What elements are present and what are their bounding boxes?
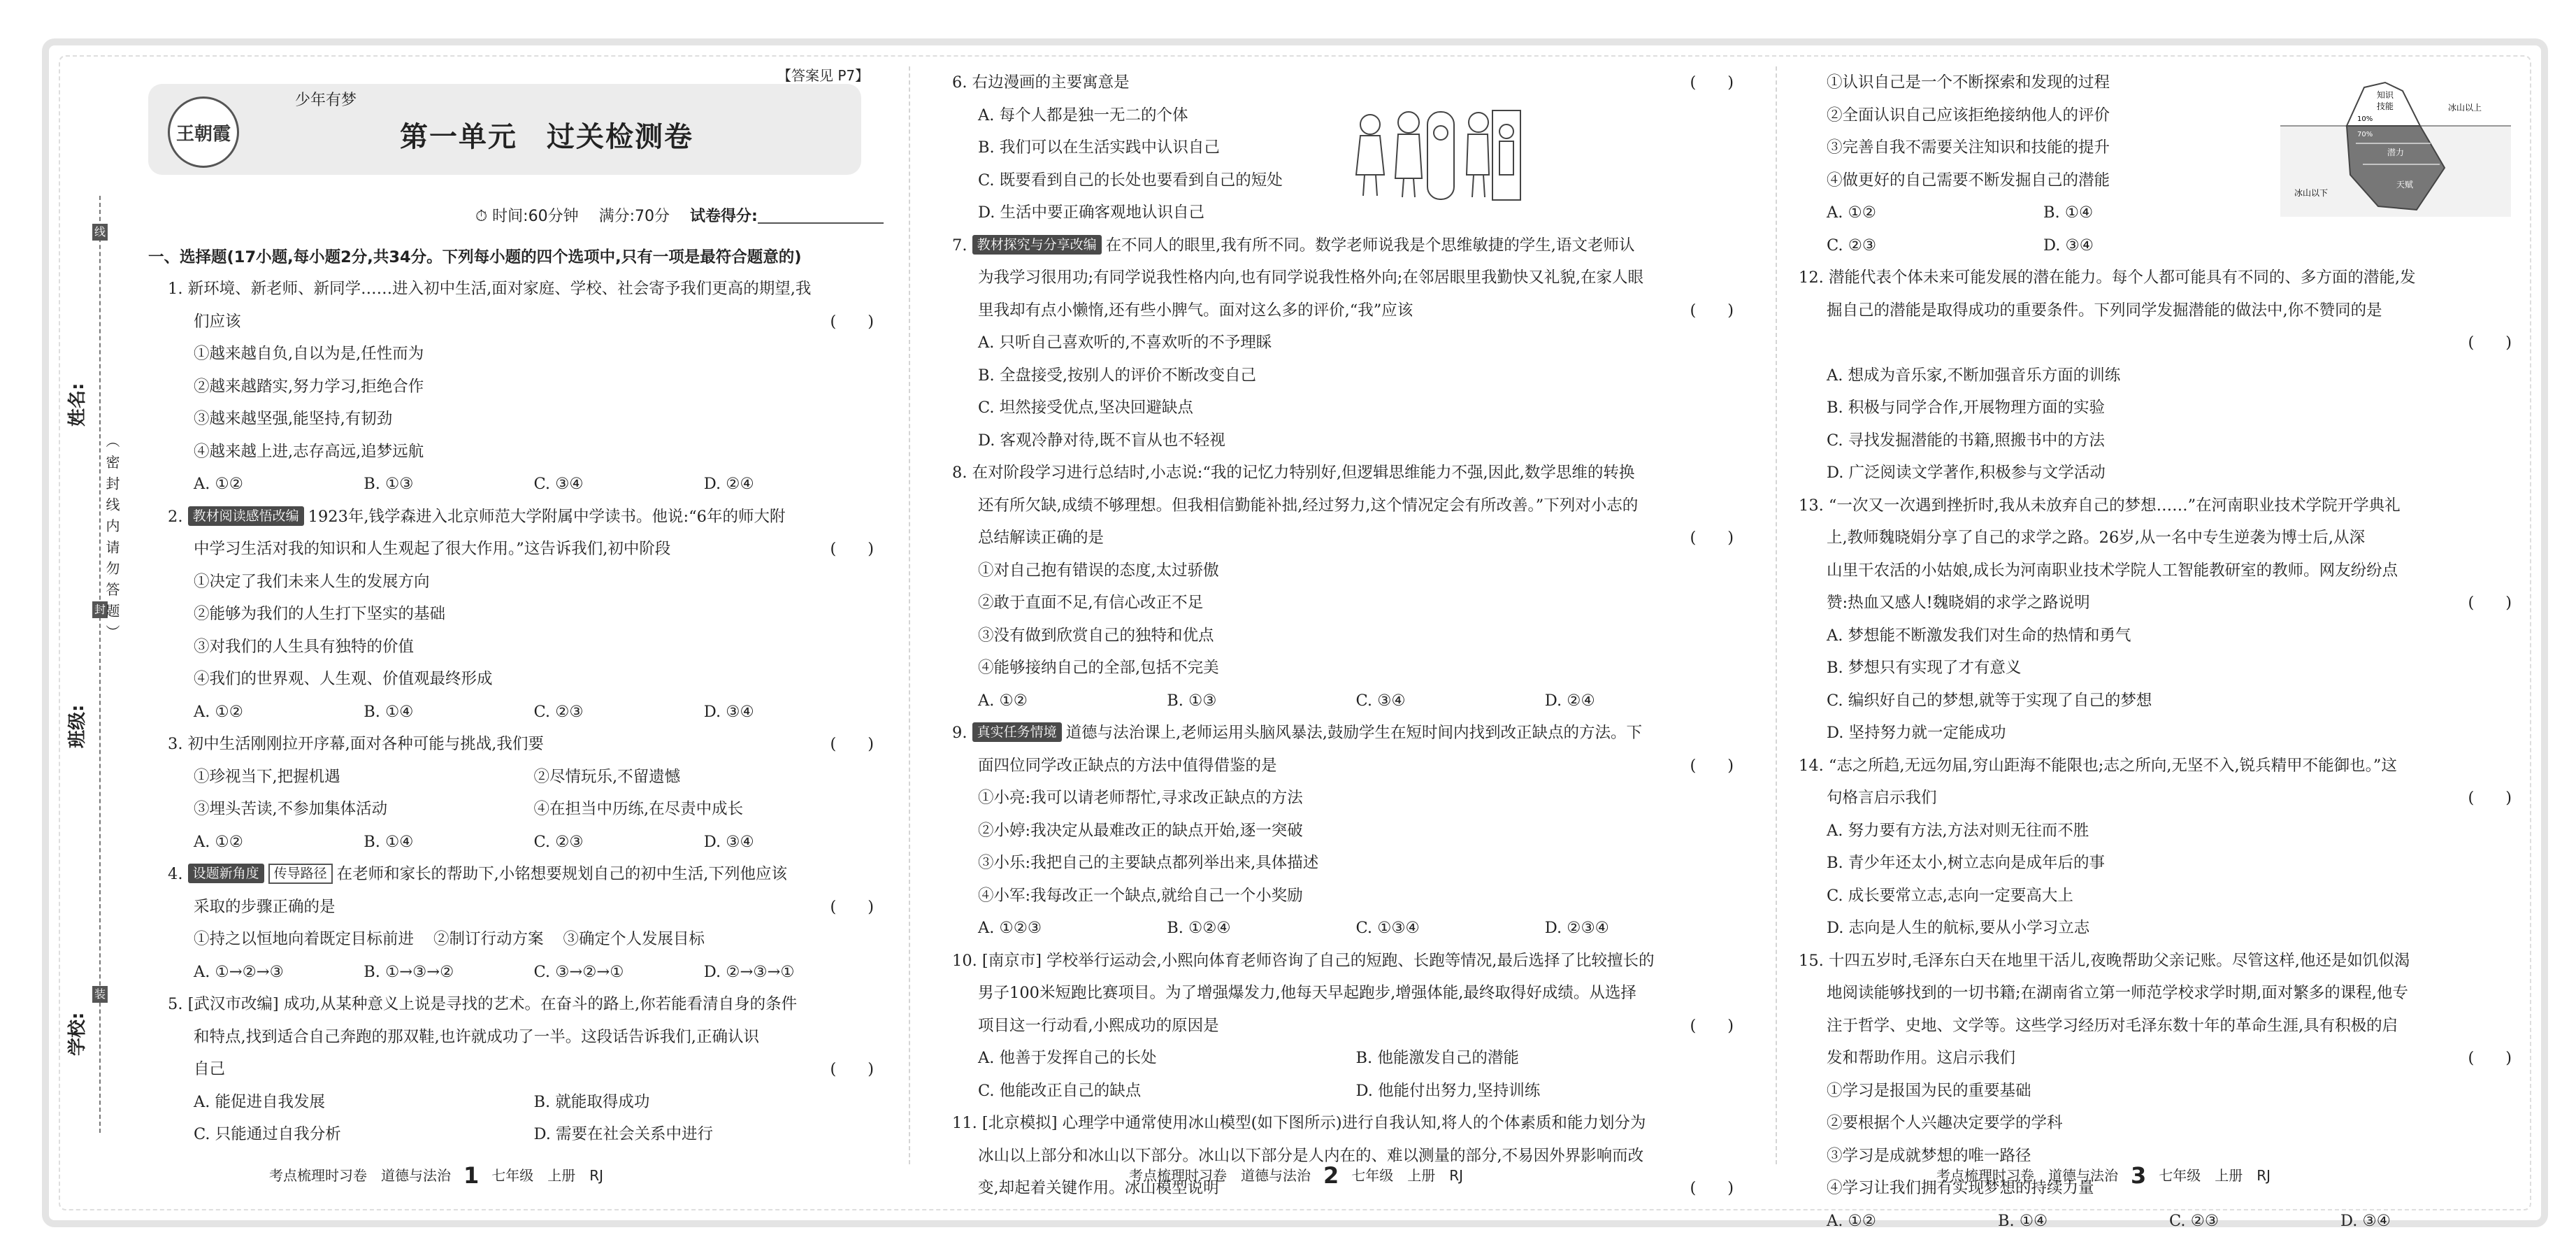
page-number: 2 — [1323, 1162, 1339, 1189]
q9-options: A. ①②③ B. ①②④ C. ①③④ D. ②③④ — [978, 919, 1609, 937]
exam-info — [475, 204, 884, 226]
page-footer-1: 考点梳理时习卷 道德与法治 1 七年级 上册 RJ — [269, 1162, 604, 1189]
list-item: ③完善自我不需要关注知识和技能的提升 — [1827, 138, 2110, 157]
answer-bracket[interactable]: ( ) — [1690, 1016, 1734, 1035]
list-item: ①小亮:我可以请老师帮忙,寻求改正缺点的方法 — [978, 789, 1303, 807]
list-item: ④小军:我每改正一个缺点,就给自己一个小奖励 — [978, 886, 1303, 905]
q12-stem: 12. 潜能代表个体未来可能发展的潜在能力。每个人都可能具有不同的、多方面的潜能,发 — [1799, 269, 2416, 287]
tag-badge: 设题新角度 — [188, 864, 264, 883]
tag-badge: 教材阅读感悟改编 — [188, 506, 304, 526]
q11-stem: 11. [北京模拟] 心理学中通常使用冰山模型(如下图所示)进行自我认知,将人的个体素质和能力划分为 — [952, 1114, 1646, 1132]
answer-bracket[interactable]: ( ) — [1690, 301, 1734, 320]
list-item[interactable]: A. 只听自己喜欢听的,不喜欢听的不予理睬 — [978, 334, 1272, 352]
q14-stem: 14. “志之所趋,无远勿届,穷山距海不能限也;志之所向,无坚不入,锐兵精甲不能御也。”这 — [1799, 756, 2397, 775]
q4-stem: 4. 设题新角度 传导路径 在老师和家长的帮助下,小铭想要规划自己的初中生活,下列他应该 — [168, 865, 787, 883]
seal-mark-seal: 封 — [92, 601, 108, 618]
list-item[interactable]: B. 青少年还太小,树立志向是成年后的事 — [1827, 854, 2105, 872]
q3-options: A. ①② B. ①④ C. ②③ D. ③④ — [194, 832, 754, 851]
iceberg-skill-label: 技能 — [2376, 101, 2394, 111]
list-item: ③学习是成就梦想的唯一路径 — [1827, 1146, 2031, 1165]
score-label: 试卷得分: — [690, 208, 758, 225]
answer-bracket[interactable]: ( ) — [2468, 789, 2512, 807]
tag-badge: 传导路径 — [268, 864, 333, 884]
list-item: ②越来越踏实,努力学习,拒绝合作 — [194, 377, 424, 396]
list-item[interactable]: C. 编织好自己的梦想,就等于实现了自己的梦想 — [1827, 691, 2152, 710]
answer-bracket[interactable]: ( ) — [1690, 73, 1734, 92]
list-item: ①珍视当下,把握机遇 — [194, 767, 340, 786]
q8-options: A. ①② B. ①③ C. ③④ D. ②④ — [978, 691, 1595, 710]
q1-stem: 1. 新环境、新老师、新同学……进入初中生活,面对家庭、学校、社会寄予我们更高的期望,我 — [168, 280, 812, 298]
class-label: 班级: — [67, 704, 88, 748]
column-3: ①认识自己是一个不断探索和发现的过程 ②全面认识自己应该拒绝接纳他人的评价 ③完善自我不需要关注知识和技能的提升 ④做更好的自己需要不断发掘自己的潜能 A. ①② B. ①④ C. ②③ D. ③④ 12. 潜能代表个体未来可能发展的潜在能力。每个人都可能具有不同的、多方面的潜能,发 掘自己的潜能是取得成功的重要条件。下列同学发掘潜能的做法中,你不赞同的是 ( ) A. 想成为音乐家,不断加强音乐方面的训练 B. 积极与同学合作,开展物理方面的实验 C. 寻找发掘潜能的书籍,照搬书中的方法 D. 广泛阅读文学著作,积极参与文学活动 13. “一次又一次遇到挫折时,我从未放弃自己的梦想……”在河南职业技术学院开学典礼 上,教师魏晓娟分享了自己的求学之路。26岁,从一名中专生逆袭为博士后,从深 山里干农活的小姑娘,成长为河南职业技术学院人工智能教研室的教师。网友纷纷点 赞:热血又感人!魏晓娟的求学之路说明 ( ) A. 梦想能不断激发我们对生命的热情和勇气 B. 梦想只有实现了才有意义 C. 编织好自己的梦想,就等于实现了自己的梦想 D. 坚持努力就一定能成功 14. “志之所趋,无远勿届,穷山距海不能限也;志之所向,无坚不入,锐兵精甲不能御也。”这 句格言启示我们 ( ) A. 努力要有方法,方法对则无往而不胜 B. 青少年还太小,树立志向是成年后的事 C. 成长要常立志,志向一定要高大上 D. 志向是人生的航标,要从小学习立志 15. 十四五岁时,毛泽东白天在地里干活儿,夜晚帮助父亲记账。尽管这样,他还是如饥似渴 地阅读能够找到的一切书籍;在湖南省立第一师范学校求学时期,面对繁多的课程,他专 注于哲学、史地、文学等。这些学习经历对毛泽东数十年的革命生涯,具有积极的启 发和帮助作用。这启示我们 ( ) ①学习是报国为民的重要基础 ②要根据个人兴趣决定要学的学科 ③学习是成就梦想的唯一路径 ④学习让我们拥有实现梦想的持续力量 A. ①② B. ①④ C. ②③ D. ③④ — [1827, 66, 2512, 1237]
iceberg-pct-bottom: 70% — [2357, 131, 2373, 138]
iceberg-above-label: 冰山以上 — [2448, 103, 2482, 113]
page-number: 1 — [463, 1162, 480, 1189]
list-item[interactable]: B. 梦想只有实现了才有意义 — [1827, 659, 2022, 677]
clock-icon: ⏱ — [475, 208, 488, 225]
q8-stem: 8. 在对阶段学习进行总结时,小志说:“我的记忆力特别好,但逻辑思维能力不强,因此,数学思维的转换 — [952, 464, 1635, 482]
answer-bracket[interactable]: ( ) — [2468, 334, 2512, 352]
answer-reference: 【答案见 P7】 — [777, 67, 870, 84]
q10-stem: 10. [南京市] 学校举行运动会,小熙向体育老师咨询了自己的短跑、长跑等情况,最后选择了比较擅长的 — [952, 951, 1655, 970]
header-subtitle: 少年有梦 — [295, 92, 357, 109]
list-item: ①决定了我们未来人生的发展方向 — [194, 572, 430, 591]
list-item[interactable]: D. 广泛阅读文学著作,积极参与文学活动 — [1827, 464, 2106, 482]
list-item: ④越来越上进,志存高远,追梦远航 — [194, 442, 424, 461]
time-info: 时间:60分钟 — [492, 208, 579, 225]
page-title: 第一单元 过关检测卷 — [400, 121, 693, 153]
list-item[interactable]: D. 志向是人生的航标,要从小学习立志 — [1827, 919, 2090, 937]
list-item: ③对我们的人生具有独特的价值 — [194, 637, 415, 656]
cartoon-illustration — [1349, 105, 1524, 203]
seal-mark-close: 装 — [92, 986, 108, 1003]
binding-margin — [63, 196, 119, 1133]
list-item[interactable]: A. 想成为音乐家,不断加强音乐方面的训练 — [1827, 366, 2121, 385]
list-item[interactable]: D. 生活中要正确客观地认识自己 — [978, 203, 1205, 222]
score-info: 满分:70分 — [598, 208, 670, 225]
tag-badge: 真实任务情境 — [972, 722, 1062, 742]
list-item: ④在担当中历练,在尽责中成长 — [533, 800, 744, 818]
list-item: ①越来越自负,自以为是,任性而为 — [194, 345, 424, 363]
list-item: ④学习让我们拥有实现梦想的持续力量 — [1827, 1179, 2094, 1197]
list-item: ③小乐:我把自己的主要缺点都列举出来,具体描述 — [978, 854, 1319, 872]
list-item[interactable]: A. 每个人都是独一无二的个体 — [978, 106, 1188, 124]
answer-bracket[interactable]: ( ) — [830, 735, 874, 753]
list-item: ③越来越坚强,能坚持,有韧劲 — [194, 410, 393, 428]
list-item: ④做更好的自己需要不断发掘自己的潜能 — [1827, 171, 2110, 190]
q6-stem: 6. 右边漫画的主要寓意是 ( ) — [952, 66, 1734, 99]
iceberg-knowledge-label: 知识 — [2376, 90, 2394, 100]
list-item[interactable]: B. 全盘接受,按别人的评价不断改变自己 — [978, 366, 1256, 385]
q1-options: A. ①② B. ①③ C. ③④ D. ②④ — [194, 475, 754, 493]
list-item: ②能够为我们的人生打下坚实的基础 — [194, 605, 446, 623]
score-blank[interactable] — [758, 207, 884, 224]
q9-stem: 9. 真实任务情境 道德与法治课上,老师运用头脑风暴法,鼓励学生在短时间内找到改正缺点的方法。下 — [952, 724, 1642, 742]
column-1: 1. 新环境、新老师、新同学……进入初中生活,面对家庭、学校、社会寄予我们更高的期望,我 们应该 ( ) ①越来越自负,自以为是,任性而为 ②越来越踏实,努力学习,拒绝合作 ③越来越坚强,能坚持,有韧劲 ④越来越上进,志存高远,追梦远航 A. ①② B. ①③ C. ③④ D. ②④ 2. 教材阅读感悟改编 1923年,钱学森进入北京师范大学附属中学读书。他说:“6年的师大附 中学习生活对我的知识和人生观起了很大作用。”这告诉我们,初中阶段 ( ) ①决定了我们未来人生的发展方向 ②能够为我们的人生打下坚实的基础 ③对我们的人生具有独特的价值 ④我们的世界观、人生观、价值观最终形成 A. ①② B. ①④ C. ②③ D. ③④ 3. 初中生活刚刚拉开序幕,面对各种可能与挑战,我们要 ( ) ①珍视当下,把握机遇 ②尽情玩乐,不留遗憾 ③埋头苦读,不参加集体活动 ④在担当中历练,在尽责中成长 A. ①② B. ①④ C. ②③ D. ③④ 4. 设题新角度 传导路径 在老师和家长的帮助下,小铭想要规划自己的初中生活,下列他应该 采取的步骤正确的是 ( ) ①持之以恒地向着既定目标前进 ②制订行动方案 ③确定个人发展目标 A. ①→②→③ B. ①→③→② C. ③→②→① D. ②→③→① 5. [武汉市改编] 成功,从某种意义上说是寻找的艺术。在奋斗的路上,你若能看清自身的条件 和特点,找到适合自己奔跑的那双鞋,也许就成功了一半。这段话告诉我们,正确认识 自己 ( ) A. 能促进自我发展 B. 就能取得成功 C. 只能通过自我分析 D. 需要在社会关系中进行 — [168, 273, 874, 1151]
q5-stem: 5. [武汉市改编] 成功,从某种意义上说是寻找的艺术。在奋斗的路上,你若能看清自身的条件 — [168, 995, 798, 1013]
list-item: ②小婷:我决定从最难改正的缺点开始,逐一突破 — [978, 821, 1303, 840]
answer-bracket[interactable]: ( ) — [830, 540, 874, 558]
list-item[interactable]: C. 成长要常立志,志向一定要高大上 — [1827, 886, 2073, 905]
page-number: 3 — [2131, 1162, 2147, 1189]
page-footer-2: 考点梳理时习卷 道德与法治 2 七年级 上册 RJ — [1129, 1162, 1464, 1189]
q10-options: A. 他善于发挥自己的长处 B. 他能激发自己的潜能 — [978, 1049, 1519, 1067]
iceberg-pct-top: 10% — [2357, 115, 2373, 123]
tag-badge: 教材探究与分享改编 — [972, 235, 1102, 255]
name-label: 姓名: — [67, 383, 88, 427]
list-item: ②要根据个人兴趣决定要学的学科 — [1827, 1114, 2063, 1132]
answer-bracket[interactable]: ( ) — [1690, 756, 1734, 775]
q15-options: A. ①② B. ①④ C. ②③ D. ③④ — [1827, 1211, 2391, 1230]
q13-stem: 13. “一次又一次遇到挫折时,我从未放弃自己的梦想……”在河南职业技术学院开学典礼 — [1799, 496, 2401, 515]
list-item: ③埋头苦读,不参加集体活动 — [194, 800, 388, 818]
list-item: ④我们的世界观、人生观、价值观最终形成 — [194, 670, 493, 688]
list-item: ④能够接纳自己的全部,包括不完美 — [978, 659, 1219, 677]
answer-bracket[interactable]: ( ) — [830, 312, 874, 331]
list-item[interactable]: B. 我们可以在生活实践中认识自己 — [978, 138, 1220, 157]
school-label: 学校: — [67, 1012, 88, 1056]
list-item[interactable]: D. 客观冷静对待,既不盲从也不轻视 — [978, 431, 1225, 450]
list-item: ①学习是报国为民的重要基础 — [1827, 1081, 2031, 1100]
list-item: ③没有做到欣赏自己的独特和优点 — [978, 626, 1214, 645]
brand-logo: 王朝霞 — [168, 96, 239, 168]
q7-stem: 7. 教材探究与分享改编 在不同人的眼里,我有所不同。数学老师说我是个思维敏捷的学生,语文老师认 — [952, 236, 1635, 255]
answer-bracket[interactable]: ( ) — [2468, 594, 2512, 612]
iceberg-diagram — [2280, 77, 2511, 217]
list-item: ①持之以恒地向着既定目标前进 — [194, 930, 415, 948]
list-item: ②制订行动方案 — [433, 930, 544, 948]
q15-stem: 15. 十四五岁时,毛泽东白天在地里干活儿,夜晚帮助父亲记账。尽管这样,他还是如饥似渴 — [1799, 951, 2410, 970]
answer-bracket[interactable]: ( ) — [2468, 1049, 2512, 1067]
answer-bracket[interactable]: ( ) — [1690, 529, 1734, 547]
seal-note: （ 密 封 线 内 请 勿 答 题 ） — [103, 434, 120, 641]
list-item: ①对自己抱有错误的态度,太过骄傲 — [978, 561, 1219, 580]
list-item: ③确定个人发展目标 — [563, 930, 705, 948]
q11-options: A. ①② B. ①④ — [1827, 203, 2094, 222]
list-item[interactable]: C. 寻找发掘潜能的书籍,照搬书中的方法 — [1827, 431, 2105, 450]
list-item[interactable]: A. 努力要有方法,方法对则无往而不胜 — [1827, 821, 2089, 840]
page-footer-3: 考点梳理时习卷 道德与法治 3 七年级 上册 RJ — [1936, 1162, 2271, 1189]
iceberg-below-label: 冰山以下 — [2294, 188, 2329, 198]
q4-options: A. ①→②→③ B. ①→③→② C. ③→②→① D. ②→③→① — [194, 962, 795, 981]
list-item: ②敢于直面不足,有信心改正不足 — [978, 594, 1204, 612]
iceberg-talent-label: 天赋 — [2396, 180, 2414, 190]
q5-options: A. 能促进自我发展 B. 就能取得成功 — [194, 1092, 650, 1111]
list-item: ②全面认识自己应该拒绝接纳他人的评价 — [1827, 106, 2110, 124]
list-item[interactable]: C. 既要看到自己的长处也要看到自己的短处 — [978, 171, 1283, 190]
list-item[interactable]: B. 积极与同学合作,开展物理方面的实验 — [1827, 399, 2105, 417]
column-2: 6. 右边漫画的主要寓意是 ( ) A. 每个人都是独一无二的个体 B. 我们可以在生活实践中认识自己 C. 既要看到自己的长处也要看到自己的短处 D. 生活中要正确客观地认识自己 7. 教材探究与分享改编 在不同人的眼里,我有所不同。数学老师说我是个思维敏捷的学生,语文老师认 为我学习很用功;有同学说我性格内向,也有同学说我性格外向;在邻居眼里我勤快又礼貌,在家人眼 里我却有点小懒惰,还有些小脾气。面对这么多的评价,“我”应该 ( ) A. 只听自己喜欢听的,不喜欢听的不予理睬 B. 全盘接受,按别人的评价不断改变自己 C. 坦然接受优点,坚决回避缺点 D. 客观冷静对待,既不盲从也不轻视 8. 在对阶段学习进行总结时,小志说:“我的记忆力特别好,但逻辑思维能力不强,因此,数学思维的转换 还有所欠缺,成绩不够理想。但我相信勤能补拙,经过努力,这个情况定会有所改善。”下列对小志的 总结解读正确的是 ( ) ①对自己抱有错误的态度,太过骄傲 ②敢于直面不足,有信心改正不足 ③没有做到欣赏自己的独特和优点 ④能够接纳自己的全部,包括不完美 A. ①② B. ①③ C. ③④ D. ②④ 9. 真实任务情境 道德与法治课上,老师运用头脑风暴法,鼓励学生在短时间内找到改正缺点的方法。下 面四位同学改正缺点的方法中值得借鉴的是 ( ) ①小亮:我可以请老师帮忙,寻求改正缺点的方法 ②小婷:我决定从最难改正的缺点开始,逐一突破 ③小乐:我把自己的主要缺点都列举出来,具体描述 ④小军:我每改正一个缺点,就给自己一个小奖励 A. ①②③ B. ①②④ C. ①③④ D. ②③④ 10. [南京市] 学校举行运动会,小熙向体育老师咨询了自己的短跑、长跑等情况,最后选择了比较擅长的 男子100米短跑比赛项目。为了增强爆发力,他每天早起跑步,增强体能,最终取得好成绩。从选择 项目这一行动看,小熙成功的原因是 ( ) A. 他善于发挥自己的长处 B. 他能激发自己的潜能 C. 他能改正自己的缺点 D. 他能付出努力,坚持训练 11. [北京模拟] 心理学中通常使用冰山模型(如下图所示)进行自我认知,将人的个体素质和能力划分为 冰山以上部分和冰山以下部分。冰山以下部分是人内在的、难以测量的部分,不易因外界影响而改 变,却起着关键作用。冰山模型说明 ( ) — [952, 66, 1734, 1205]
q3-stem: 3. 初中生活刚刚拉开序幕,面对各种可能与挑战,我们要 ( ) — [168, 728, 874, 761]
q2-stem: 2. 教材阅读感悟改编 1923年,钱学森进入北京师范大学附属中学读书。他说:“6年的师大附 — [168, 507, 786, 526]
answer-bracket[interactable]: ( ) — [830, 1060, 874, 1078]
list-item[interactable]: D. 坚持努力就一定能成功 — [1827, 724, 2006, 742]
seal-mark-line: 线 — [92, 224, 108, 241]
q2-options: A. ①② B. ①④ C. ②③ D. ③④ — [194, 702, 754, 721]
exam-header — [148, 84, 861, 175]
answer-bracket[interactable]: ( ) — [830, 897, 874, 916]
list-item[interactable]: C. 坦然接受优点,坚决回避缺点 — [978, 399, 1193, 417]
iceberg-potential-label: 潜力 — [2387, 148, 2405, 157]
list-item: ①认识自己是一个不断探索和发现的过程 — [1827, 73, 2110, 92]
list-item[interactable]: A. 梦想能不断激发我们对生命的热情和勇气 — [1827, 626, 2131, 645]
section-heading: 一、选择题(17小题,每小题2分,共34分。下列每小题的四个选项中,只有一项是最符合题意的) — [148, 248, 802, 266]
list-item: ②尽情玩乐,不留遗憾 — [533, 767, 681, 786]
answer-bracket[interactable]: ( ) — [1690, 1179, 1734, 1197]
